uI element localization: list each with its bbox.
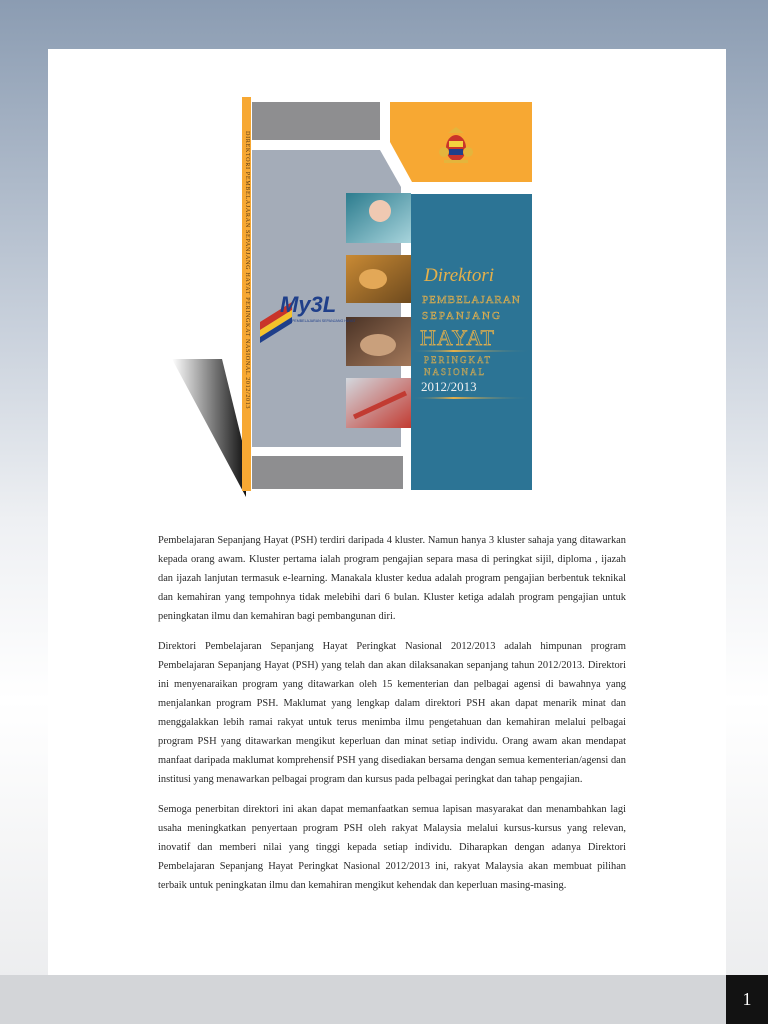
cover-year: 2012/2013 bbox=[421, 379, 477, 394]
paragraph-1: Pembelajaran Sepanjang Hayat (PSH) terdiri daripada 4 kluster. Namun hanya 3 kluster sahaja yang ditawarkan kepada orang awam. Kluster pertama ialah program pengajian separa masa di peringkat sijil, diploma , ijazah dan ijazah lanjutan termasuk e-learning. Manakala kluster kedua adalah program pengajian berbentuk teknikal dan kemahiran yang tempohnya tidak melebihi dari 6 bulan. Kluster ketiga adalah program pengajian untuk peningkatan ilmu dan kemahiran bagi pembangunan diri. bbox=[158, 535, 626, 622]
cover-shadow bbox=[172, 359, 246, 497]
logo-subtitle: PEMBELAJARAN SEPANJANG HAYAT bbox=[292, 319, 356, 323]
paragraph-3: Semoga penerbitan direktori ini akan dapat memanfaatkan semua lapisan masyarakat dan menambahkan lagi usaha meningkatkan penyertaan program PSH oleh rakyat Malaysia melalui kursus-kursus yang relevan, inovatif dan memberi nilai yang tinggi kepada setiap individu. Diharapkan dengan adanya Direktori Pembelajaran Sepanjang Hayat Peringkat Nasional 2012/2013 ini, rakyat Malaysia akan membuat pilihan terbaik untuk peningkatan ilmu dan kemahiran mengikut kehendak dan keperluan masing-masing. bbox=[158, 804, 626, 891]
page-number: 1 bbox=[726, 975, 768, 1024]
book-cover-art bbox=[168, 97, 538, 497]
cover-line2: SEPANJANG bbox=[422, 310, 502, 322]
paragraph-2: Direktori Pembelajaran Sepanjang Hayat Peringkat Nasional 2012/2013 adalah himpunan program Pembelajaran Sepanjang Hayat (PSH) yang telah dan akan dilaksanakan sepanjang tahun 2012/2013. Direktori ini menyenaraikan program yang ditawarkan oleh 15 kementerian dan pelbagai agensi di bawahnya yang menjalankan program PSH. Maklumat yang lengkap dalam direktori PSH akan dapat menarik minat dan menggalakkan lebih ramai rakyat untuk terus menimba ilmu pengetahuan dan kemahiran melalui pelbagai program PSH yang ditawarkan mengikut keperluan dan minat setiap individu. Orang awam akan mendapat manfaat daripada maklumat komprehensif PSH yang disediakan bersama dengan semua kementerian/agensi dan institusi yang menawarkan pelbagai program dan kursus pada pelbagai peringkat dan tahap pengajian. bbox=[158, 641, 626, 785]
book-cover bbox=[168, 97, 538, 497]
cover-line3: HAYAT bbox=[420, 325, 496, 350]
cover-line1: PEMBELAJARAN bbox=[422, 294, 521, 306]
document-page bbox=[48, 49, 726, 975]
cover-line4: PERINGKAT bbox=[424, 355, 493, 365]
footer-strip bbox=[0, 975, 768, 1024]
logo-text: My3L bbox=[280, 292, 337, 317]
spine-text: DIREKTORI PEMBELAJARAN SEPANJANG HAYAT PERINGKAT NASIONAL 2012/2013 bbox=[244, 131, 251, 410]
body-text bbox=[158, 531, 626, 906]
cover-line5: NASIONAL bbox=[424, 367, 486, 377]
cover-title-word: Direktori bbox=[424, 265, 495, 286]
